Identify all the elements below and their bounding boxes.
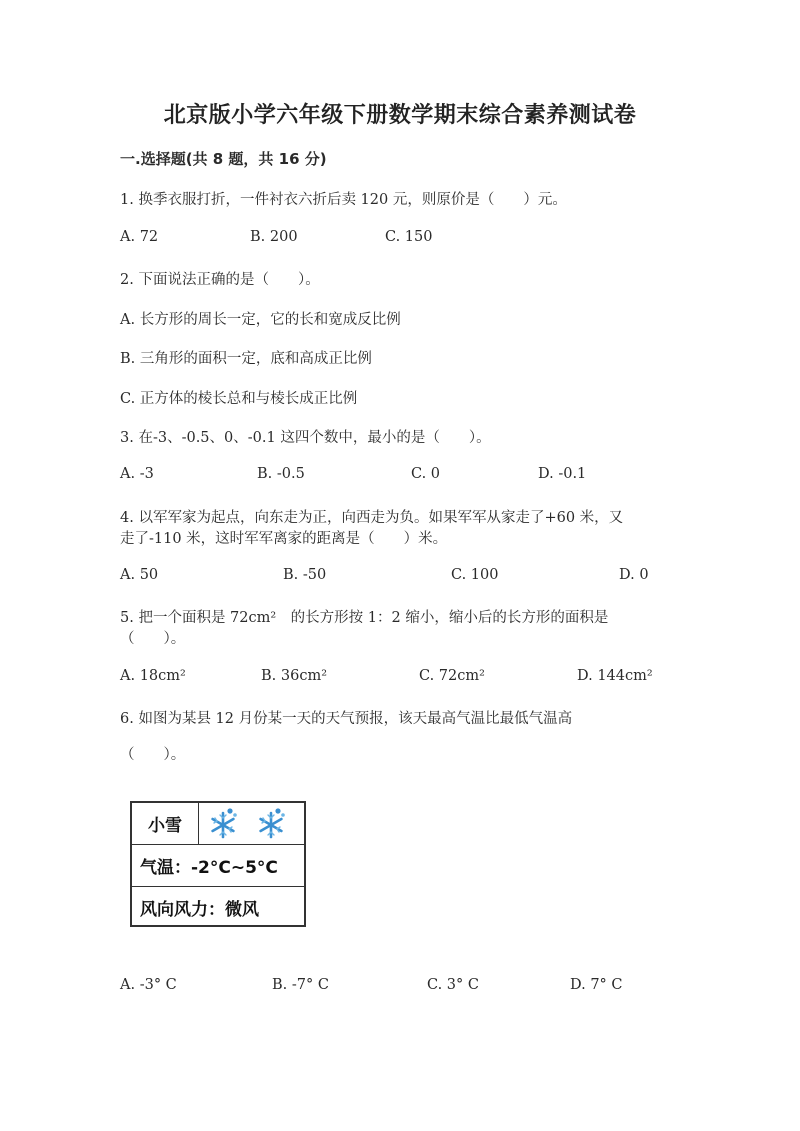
question-3-option-b: B. -0.5: [257, 466, 305, 482]
question-1-option-b: B. 200: [250, 229, 298, 245]
question-3-text: 3. 在-3、-0.5、0、-0.1 这四个数中，最小的是（ ）。: [120, 430, 491, 446]
question-5-text-line-1: 5. 把一个面积是 72cm² 的长方形按 1：2 缩小，缩小后的长方形的面积是: [120, 610, 609, 626]
question-3-option-c: C. 0: [411, 466, 441, 482]
question-5-option-d: D. 144cm²: [577, 668, 653, 684]
question-4-text-line-2: 走了-110 米，这时军军离家的距离是（ ）米。: [120, 531, 448, 547]
snowflake-icon: [206, 806, 240, 842]
question-2-option-c: C. 正方体的棱长总和与棱长成正比例: [120, 391, 358, 407]
question-4-option-d: D. 0: [619, 567, 649, 583]
question-4-option-a: A. 50: [120, 567, 159, 583]
question-1-text: 1. 换季衣服打折，一件衬衣六折后卖 120 元，则原价是（ ）元。: [120, 192, 567, 208]
weather-forecast-card: [130, 801, 306, 927]
weather-icons: [200, 806, 306, 842]
question-1-option-a: A. 72: [120, 229, 159, 245]
weather-temperature-row: [132, 845, 304, 887]
question-5-option-c: C. 72cm²: [419, 668, 485, 684]
question-6-option-a: A. -3° C: [120, 977, 177, 993]
question-4-option-c: C. 100: [451, 567, 499, 583]
question-6-option-b: B. -7° C: [272, 977, 329, 993]
weather-wind-row: [132, 887, 304, 927]
question-6-text-line-2: （ ）。: [120, 747, 186, 763]
weather-wind: 风向风力：微风: [140, 899, 259, 920]
question-5-option-b: B. 36cm²: [261, 668, 328, 684]
question-4-text-line-1: 4. 以军军家为起点，向东走为正，向西走为负。如果军军从家走了+60 米，又: [120, 510, 624, 526]
question-5-option-a: A. 18cm²: [120, 668, 186, 684]
question-4-option-b: B. -50: [283, 567, 327, 583]
weather-temperature: 气温：-2°C~5°C: [140, 858, 278, 878]
weather-condition-label: 小雪: [132, 803, 199, 844]
question-6-option-d: D. 7° C: [570, 977, 623, 993]
question-2-text: 2. 下面说法正确的是（ ）。: [120, 272, 320, 288]
question-1-option-c: C. 150: [385, 229, 433, 245]
question-6-option-c: C. 3° C: [427, 977, 479, 993]
snowflake-icon: [254, 806, 288, 842]
question-6-text-line-1: 6. 如图为某县 12 月份某一天的天气预报，该天最高气温比最低气温高: [120, 711, 573, 727]
section-heading: 一.选择题(共 8 题，共 16 分): [120, 150, 327, 168]
question-3-option-a: A. -3: [120, 466, 154, 482]
page-title: 北京版小学六年级下册数学期末综合素养测试卷: [163, 103, 637, 128]
question-3-option-d: D. -0.1: [538, 466, 587, 482]
weather-condition-row: [132, 803, 304, 845]
question-2-option-b: B. 三角形的面积一定，底和高成正比例: [120, 351, 372, 367]
question-5-text-line-2: （ ）。: [120, 631, 186, 647]
question-2-option-a: A. 长方形的周长一定，它的长和宽成反比例: [120, 312, 401, 328]
